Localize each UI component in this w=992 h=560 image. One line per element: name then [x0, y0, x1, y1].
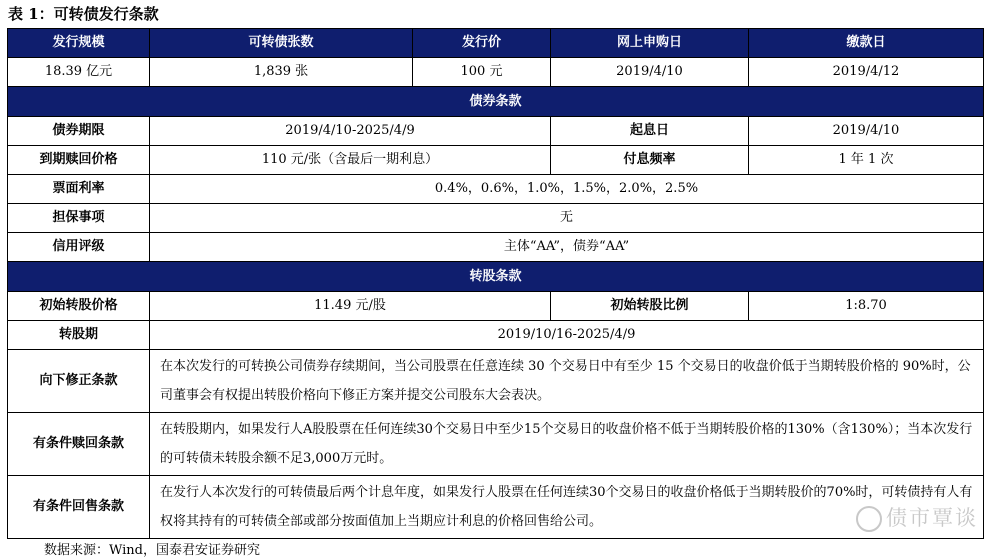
- table-row: [8, 204, 984, 233]
- coupon-label: 票面利率: [8, 175, 150, 204]
- table-row: [8, 117, 984, 146]
- issue-price-value: 100 元: [413, 58, 551, 87]
- table-row: [8, 321, 984, 350]
- bond-count-value: 1,839 张: [150, 58, 413, 87]
- table-row: [8, 476, 984, 539]
- call-text: 在转股期内，如果发行人A股股票在任何连续30个交易日中至少15个交易日的收盘价格不低于当期转股价格的130%（含130%）；当本次发行的可转债未转股余额不足3,000万元时。: [150, 413, 984, 476]
- issue-size-value: 18.39 亿元: [8, 58, 150, 87]
- init-ratio-label: 初始转股比例: [551, 292, 749, 321]
- bond-terms-table: [7, 28, 984, 539]
- put-text: 在发行人本次发行的可转债最后两个计息年度，如果发行人股票在任何连续30个交易日的收盘价格低于当期转股价的70%时，可转债持有人有权将其持有的可转债全部或部分按面值加上当期应计利息的价格回售给公司。: [150, 476, 984, 539]
- coupon-value: 0.4%，0.6%，1.0%，1.5%，2.0%，2.5%: [150, 175, 984, 204]
- watermark-text: 债市覃谈: [886, 506, 978, 530]
- period-label: 转股期: [8, 321, 150, 350]
- table-row: [8, 233, 984, 262]
- payment-date-value: 2019/4/12: [749, 58, 984, 87]
- rating-label: 信用评级: [8, 233, 150, 262]
- header-row: [8, 29, 984, 58]
- watermark: [856, 502, 978, 532]
- interest-start-label: 起息日: [551, 117, 749, 146]
- down-adjust-label: 向下修正条款: [8, 350, 150, 413]
- redeem-price-label: 到期赎回价格: [8, 146, 150, 175]
- header-issue-price: 发行价: [413, 29, 551, 58]
- call-label: 有条件赎回条款: [8, 413, 150, 476]
- period-value: 2019/10/16-2025/4/9: [150, 321, 984, 350]
- term-value: 2019/4/10-2025/4/9: [150, 117, 551, 146]
- data-source: 数据来源：Wind，国泰君安证券研究: [44, 543, 260, 558]
- put-label: 有条件回售条款: [8, 476, 150, 539]
- header-online-date: 网上申购日: [551, 29, 749, 58]
- online-date-value: 2019/4/10: [551, 58, 749, 87]
- pay-freq-label: 付息频率: [551, 146, 749, 175]
- table-row: [8, 58, 984, 87]
- header-payment-date: 缴款日: [749, 29, 984, 58]
- header-issue-size: 发行规模: [8, 29, 150, 58]
- table-row: [8, 350, 984, 413]
- wechat-icon: [856, 506, 882, 532]
- pay-freq-value: 1 年 1 次: [749, 146, 984, 175]
- guarantee-label: 担保事项: [8, 204, 150, 233]
- redeem-price-value: 110 元/张（含最后一期利息）: [150, 146, 551, 175]
- table-row: [8, 292, 984, 321]
- guarantee-value: 无: [150, 204, 984, 233]
- init-price-value: 11.49 元/股: [150, 292, 551, 321]
- init-ratio-value: 1:8.70: [749, 292, 984, 321]
- section-bond-terms: 债券条款: [8, 87, 984, 117]
- init-price-label: 初始转股价格: [8, 292, 150, 321]
- rating-value: 主体“AA”，债券“AA”: [150, 233, 984, 262]
- interest-start-value: 2019/4/10: [749, 117, 984, 146]
- table-row: [8, 175, 984, 204]
- header-bond-count: 可转债张数: [150, 29, 413, 58]
- table-title: 表 1：可转债发行条款: [8, 5, 159, 23]
- table-row: [8, 146, 984, 175]
- table-row: [8, 413, 984, 476]
- term-label: 债券期限: [8, 117, 150, 146]
- down-adjust-text: 在本次发行的可转换公司债券存续期间，当公司股票在任意连续 30 个交易日中有至少 15 个交易日的收盘价低于当期转股价格的 90%时，公司董事会有权提出转股价格向下修正方案并提交公司股东大会表决。: [150, 350, 984, 413]
- section-conversion-terms: 转股条款: [8, 262, 984, 292]
